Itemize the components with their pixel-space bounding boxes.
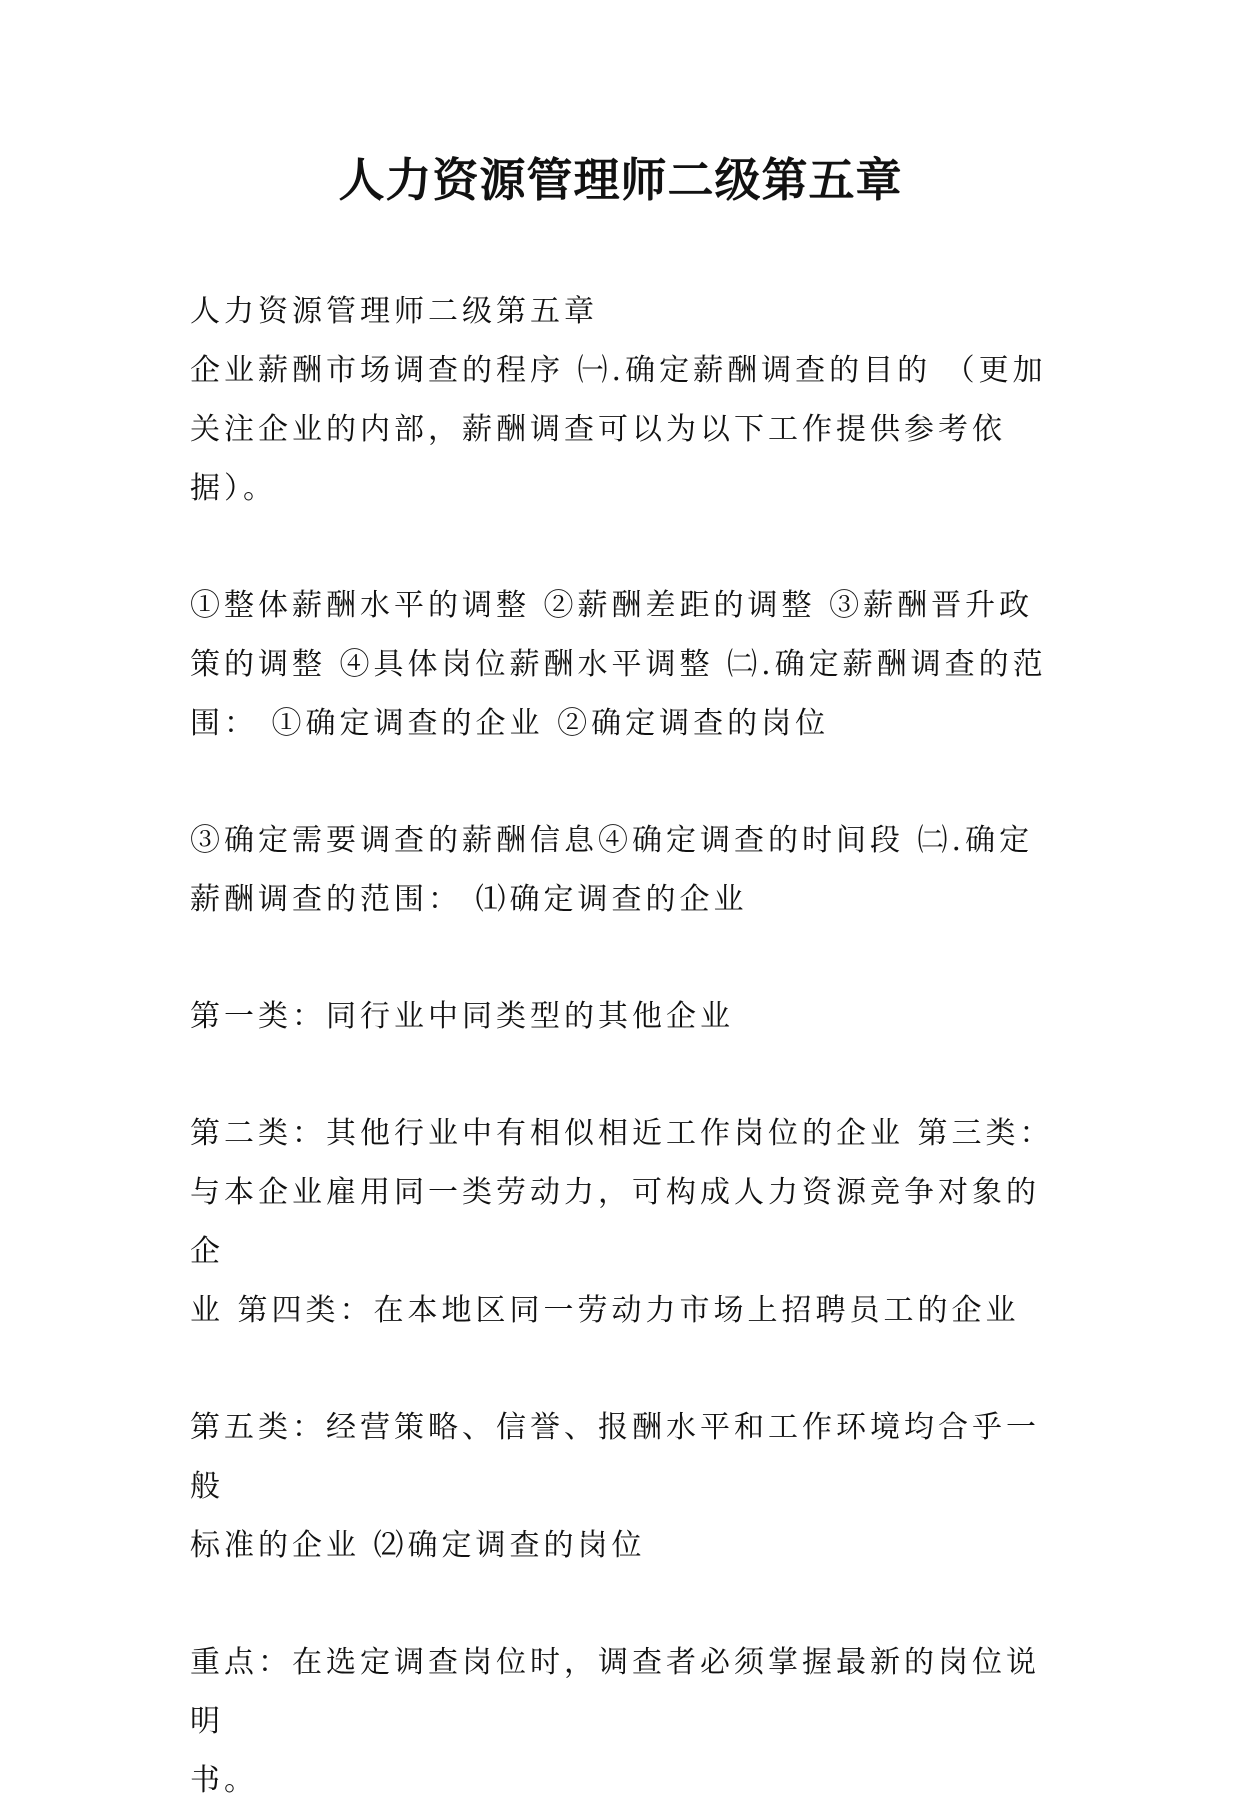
text-line: 标准的企业 ⑵确定调查的岗位 xyxy=(190,1528,646,1563)
paragraph-gap xyxy=(190,518,1058,576)
paragraph-gap xyxy=(190,1340,1058,1398)
paragraph xyxy=(190,1104,1058,1340)
text-line: 重点：在选定调查岗位时，调查者必须掌握最新的岗位说明 xyxy=(190,1645,1040,1739)
text-line: 与本企业雇用同一类劳动力，可构成人力资源竞争对象的企 xyxy=(190,1175,1040,1269)
paragraph-gap xyxy=(190,1046,1058,1104)
text-line: 围： ①确定调查的企业 ②确定调查的岗位 xyxy=(190,706,830,741)
document-title: 人力资源管理师二级第五章 xyxy=(338,153,903,207)
text-line: 企业薪酬市场调查的程序 ㈠.确定薪酬调查的目的 （更加 xyxy=(190,353,1047,388)
paragraph xyxy=(190,987,1058,1046)
paragraph xyxy=(190,1398,1058,1575)
paragraph-gap xyxy=(190,1575,1058,1633)
text-line: 策的调整 ④具体岗位薪酬水平调整 ㈡.确定薪酬调查的范 xyxy=(190,647,1047,682)
text-line: 薪酬调查的范围： ⑴确定调查的企业 xyxy=(190,882,748,917)
text-line: 书。 xyxy=(190,1763,258,1798)
document-body xyxy=(190,282,1058,1810)
text-line: ①整体薪酬水平的调整 ②薪酬差距的调整 ③薪酬晋升政 xyxy=(190,588,1034,623)
paragraph-gap xyxy=(190,753,1058,811)
paragraph-gap xyxy=(190,929,1058,987)
text-line: 第二类：其他行业中有相似相近工作岗位的企业 第三类： xyxy=(190,1116,1054,1151)
text-line: 第一类：同行业中同类型的其他企业 xyxy=(190,999,734,1034)
text-line: 关注企业的内部，薪酬调查可以为以下工作提供参考依据）。 xyxy=(190,412,1006,506)
text-line: 人力资源管理师二级第五章 xyxy=(190,294,598,329)
text-line: 业 第四类：在本地区同一劳动力市场上招聘员工的企业 xyxy=(190,1293,1020,1328)
text-line: 第五类：经营策略、信誉、报酬水平和工作环境均合乎一般 xyxy=(190,1410,1040,1504)
paragraph xyxy=(190,811,1058,929)
text-line: ③确定需要调查的薪酬信息④确定调查的时间段 ㈡.确定 xyxy=(190,823,1034,858)
paragraph xyxy=(190,282,1058,518)
paragraph xyxy=(190,1633,1058,1810)
paragraph xyxy=(190,576,1058,753)
